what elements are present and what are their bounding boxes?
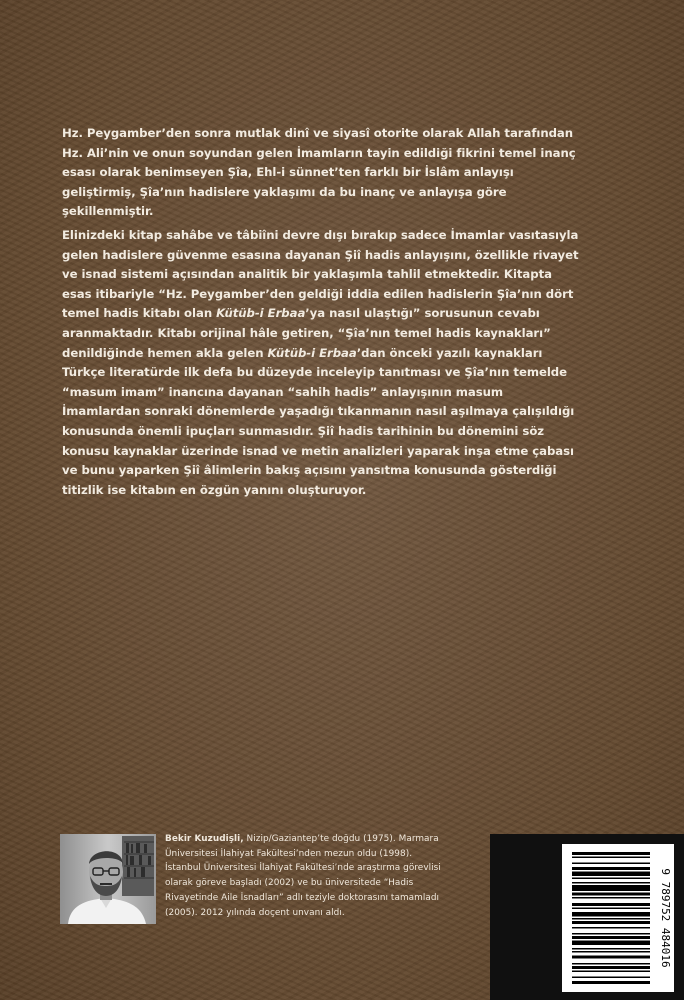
barcode-bar — [572, 885, 650, 891]
barcode-bar — [572, 903, 650, 906]
barcode-panel — [490, 834, 684, 1000]
barcode-bar — [572, 977, 650, 979]
barcode-digits: 9 789752 484016 — [659, 868, 672, 968]
barcode-bar — [572, 933, 650, 935]
barcode-bar — [572, 882, 650, 884]
blurb-p2-text-e: ’dan önceki yazılı kaynakları Türkçe literatürde ilk defa bu düzeyde inceleyip tanıtması ve Şîa’nın temelde “masum imam” inancına dayanan “sahih hadis” anlayışının masum İmamlardan sonraki dönemlerde yaşadığı tıkanmanın nasıl aşılmaya çalışıldığı konusunda önemli ipuçları sunmasıdır. Şiî hadis tarihinin bu dönemini söz konusu kaynaklar üzerinde isnad ve metin analizleri yaparak inşa etme çabası ve bunu yaparken Şiî âlimlerin bakış açısını yansıtma konusunda gösterdiği titizlik ise kitabın en özgün yanını oluşturuyor. — [62, 345, 575, 497]
barcode-bar — [572, 893, 650, 896]
barcode-bar — [572, 878, 650, 880]
barcode-bar — [572, 912, 650, 917]
blurb-p1-text: Hz. Peygamber’den sonra mutlak dinî ve siyasî otorite olarak Allah tarafından Hz. Ali’nin ve onun soyundan gelen İmamların tayin edildiği fikrini temel inanç esası olarak benimseyen Şîa, Ehl-i sünnet’ten farklı bir İslâm anlayışı geliştirmiş, Şîa’nın hadislere yaklaşımı da bu inanç ve anlayışa göre şekillenmiştir. — [62, 126, 576, 219]
blurb-paragraph-2 — [62, 226, 582, 500]
barcode-icon — [562, 844, 674, 992]
barcode-bar — [572, 921, 650, 924]
barcode-bar — [572, 852, 650, 855]
barcode-bar — [572, 966, 650, 969]
barcode-bar — [572, 948, 650, 950]
author-name: Bekir Kuzudişli, — [165, 834, 244, 844]
barcode-bar — [572, 936, 650, 939]
barcode-bar — [572, 951, 650, 953]
barcode-bar — [572, 963, 650, 965]
barcode-bar — [572, 918, 650, 920]
barcode-bar — [572, 927, 650, 929]
author-portrait-icon — [60, 834, 156, 924]
author-bio — [165, 832, 447, 920]
barcode-bar — [572, 941, 650, 946]
barcode-bar — [572, 956, 650, 959]
barcode-bar — [572, 863, 650, 865]
author-photo — [60, 834, 156, 924]
barcode-bar — [572, 872, 650, 877]
barcode-bar — [572, 867, 650, 870]
barcode-bar — [572, 857, 650, 859]
blurb-text — [62, 124, 582, 504]
blurb-paragraph-1 — [62, 124, 582, 222]
book-title-kutub-i-erbaa: Kütüb-i Erbaa — [216, 306, 306, 321]
barcode-bar — [572, 971, 650, 973]
barcode-bar — [572, 981, 650, 984]
barcode-bar — [572, 897, 650, 899]
blurb-p2-text-a: Elinizdeki kitap sahâbe ve tâbiîni devre dışı bırakıp sadece İmamlar vasıtasıyla gelen hadislere güvenme esasına dayanan Şiî hadis anlayışını, özellikle rivayet ve isnad sistemi açısından analitik bir yaklaşımla tahlil etmektedir. Kitapta esas itibariyle “Hz. Peygamber’den geldiği iddia edilen hadislerin Şîa’nın dört temel hadis kitabı olan — [62, 227, 579, 321]
book-title-kutub-i-erbaa-2: Kütüb-i Erbaa — [267, 345, 357, 360]
blurb-p2-text-c: ’ya nasıl ulaştığı” sorusunun cevabı aranmaktadır. Kitabı orijinal hâle getiren, “Şîa’nın temel hadis kaynakları” denildiğinde hemen akla gelen — [62, 306, 551, 360]
author-bio-text: Nizip/Gaziantep’te doğdu (1975). Marmara Üniversitesi İlahiyat Fakültesi’nden mezun oldu (1998). İstanbul Üniversitesi İlahiyat Fakültesi’nde araştırma görevlisi olarak göreve başladı (2002) ve bu üniversitede “Hadis Rivayetinde Aile İsnadları” adlı teziyle doktorasını tamamladı (2005). 2012 yılında doçent unvanı aldı. — [165, 834, 441, 918]
barcode-bar — [572, 908, 650, 910]
isbn-barcode — [562, 844, 674, 992]
